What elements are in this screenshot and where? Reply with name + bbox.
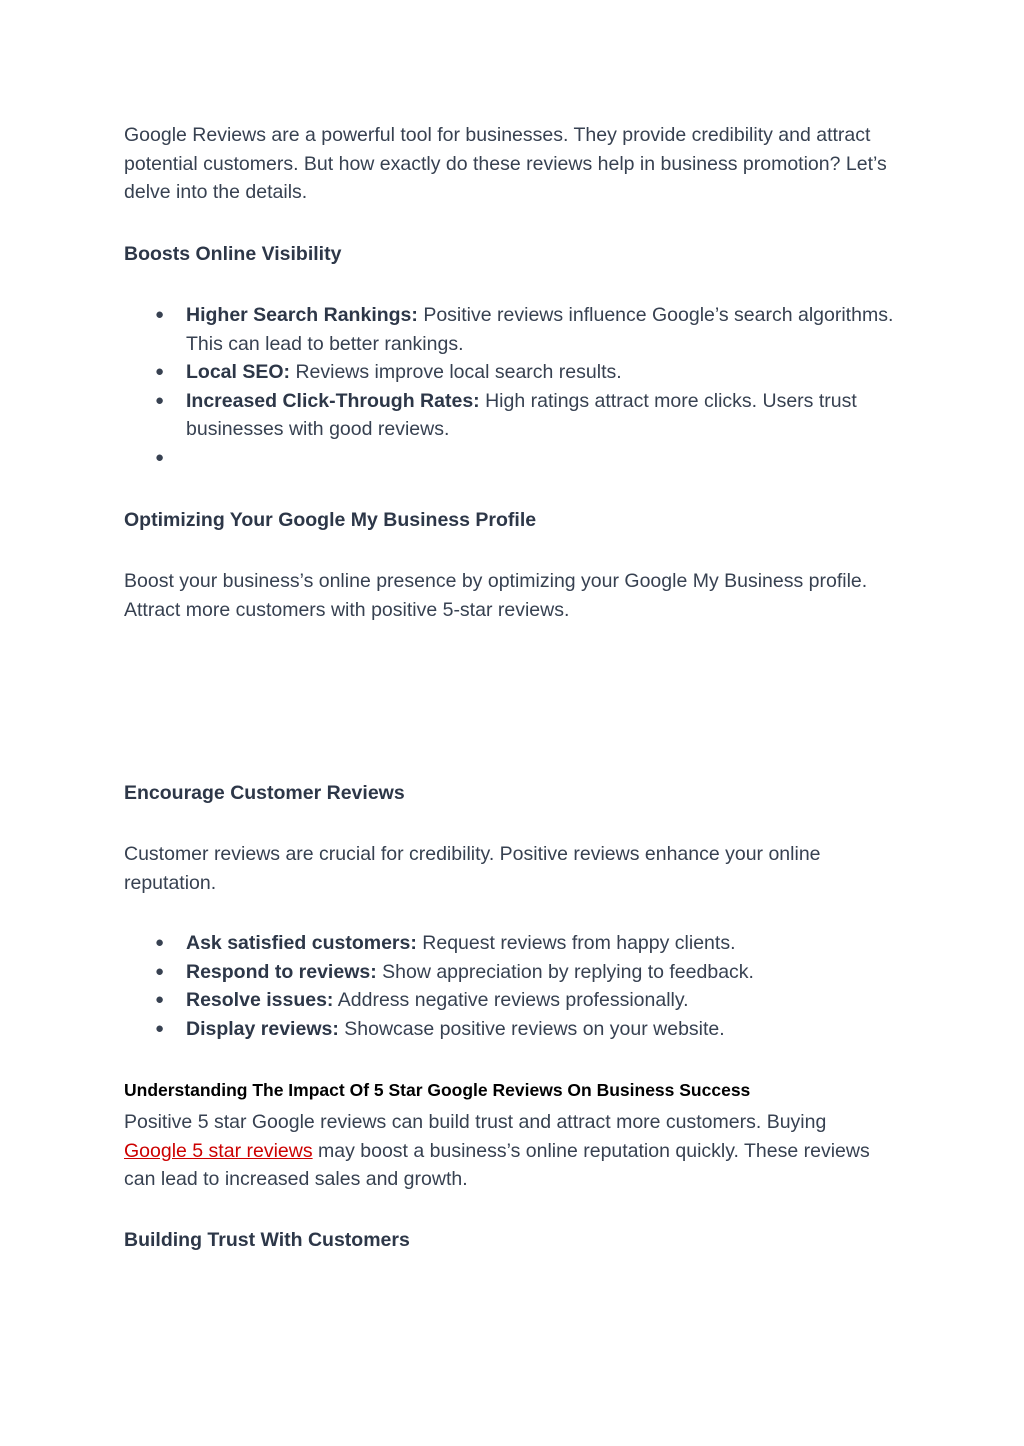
impact-text-before: Positive 5 star Google reviews can build trust and attract more customers. Buying (124, 1111, 827, 1133)
list-item-text: Request reviews from happy clients. (422, 932, 736, 954)
impact-paragraph (124, 1108, 894, 1194)
list-item (124, 986, 894, 1015)
gmb-paragraph: Boost your business’s online presence by optimizing your Google My Business profile. Attract more customers with positive 5-star reviews. (124, 570, 868, 621)
google-5-star-reviews-link[interactable]: Google 5 star reviews (124, 1139, 313, 1162)
heading-encourage-reviews: Encourage Customer Reviews (124, 782, 405, 804)
list-item-text: Address negative reviews professionally. (337, 989, 689, 1011)
list-item-term: Increased Click-Through Rates: (186, 389, 480, 412)
list-item-text: Showcase positive reviews on your website. (344, 1017, 725, 1040)
bullet-icon: ● (155, 1019, 165, 1037)
list-item (124, 929, 894, 958)
heading-optimizing-gmb: Optimizing Your Google My Business Profile (124, 509, 537, 531)
bullet-icon: ● (155, 448, 165, 466)
list-item-term: Resolve issues: (186, 989, 334, 1011)
list-item-term: Higher Search Rankings: (186, 304, 418, 326)
bullet-icon: ● (155, 962, 165, 980)
list-item (124, 958, 894, 987)
heading-boosts-online-visibility: Boosts Online Visibility (124, 243, 342, 265)
bullet-icon: ● (155, 991, 165, 1008)
list-item-text: High ratings attract more clicks. Users trust businesses with good reviews. (186, 389, 857, 440)
intro-paragraph: Google Reviews are a powerful tool for businesses. They provide credibility and attract potential customers. But how exactly do these reviews help in business promotion? Let’s delve into the details. (124, 124, 887, 203)
list-item-term: Display reviews: (186, 1017, 339, 1040)
heading-understanding-impact: Understanding The Impact Of 5 Star Google Reviews On Business Success (124, 1080, 751, 1100)
list-item (124, 301, 894, 358)
list-item-term: Local SEO: (186, 361, 291, 383)
bullet-icon: ● (155, 934, 165, 951)
list-item-term: Respond to reviews: (186, 960, 377, 983)
bullet-icon: ● (155, 306, 165, 323)
list-item (124, 358, 894, 387)
impact-text-after: may boost a business’s online reputation quickly. These reviews can lead to increased sales and growth. (124, 1139, 870, 1190)
heading-building-trust: Building Trust With Customers (124, 1229, 410, 1251)
list-item-text: Show appreciation by replying to feedback. (382, 960, 754, 983)
list-item-term: Ask satisfied customers: (186, 932, 417, 954)
encourage-list (124, 929, 894, 1043)
list-item-text: Reviews improve local search results. (295, 361, 622, 383)
bullet-icon: ● (155, 391, 165, 409)
encourage-paragraph: Customer reviews are crucial for credibility. Positive reviews enhance your online reputation. (124, 843, 821, 894)
list-item (124, 1015, 894, 1044)
list-item-text: Positive reviews influence Google’s search algorithms. This can lead to better rankings. (186, 304, 894, 355)
list-item-empty (124, 444, 894, 473)
bullet-icon: ● (155, 363, 165, 380)
list-item (124, 387, 894, 444)
visibility-list (124, 301, 894, 472)
